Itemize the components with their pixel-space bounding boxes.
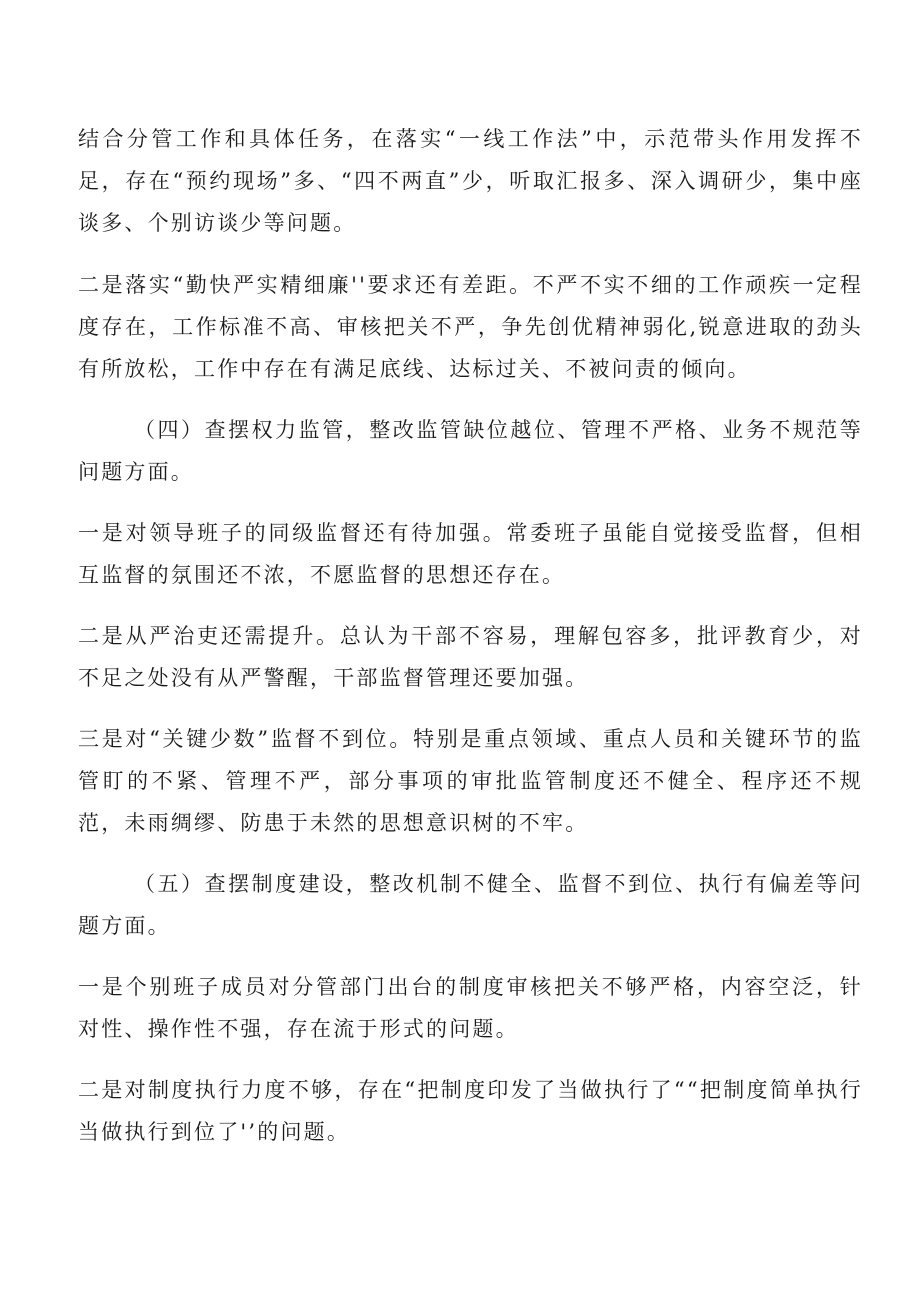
paragraph-item-1-supervision: 一是对领导班子的同级监督还有待加强。常委班子虽能自觉接受监督，但相互监督的氛围还不浓，不愿监督的思想还存在。: [78, 521, 863, 587]
paragraph-continuation: 结合分管工作和具体任务，在落实“一线工作法”中，示范带头作用发挥不足，存在“预约现场”多、“四不两直”少，听取汇报多、深入调研少，集中座谈多、个别访谈少等问题。: [78, 127, 863, 235]
paragraph-item-2-cadre-management: 二是从严治吏还需提升。总认为干部不容易，理解包容多，批评教育少，对不足之处没有从严警醒，干部监督管理还要加强。: [78, 624, 863, 690]
section-heading-5: （五）查摆制度建设，整改机制不健全、监督不到位、执行有偏差等问题方面。: [78, 872, 863, 938]
section-heading-4: （四）查摆权力监管，整改监管缺位越位、管理不严格、业务不规范等问题方面。: [78, 418, 863, 484]
paragraph-item-2-execution: 二是对制度执行力度不够，存在“把制度印发了当做执行了““把制度简单执行当做执行到位了'’的问题。: [78, 1078, 863, 1144]
paragraph-item-3-key-minority: 三是对“关键少数”监督不到位。特别是重点领域、重点人员和关键环节的监管盯的不紧、管理不严，部分事项的审批监管制度还不健全、程序还不规范，未雨绸缪、防患于未然的思想意识树的不牢。: [78, 727, 863, 835]
paragraph-item-2-standards: 二是落实“勤快严实精细廉''要求还有差距。不严不实不细的工作顽疾一定程度存在，工作标准不高、审核把关不严，争先创优精神弱化,锐意进取的劲头有所放松，工作中存在有满足底线、达标过关、不被问责的倾向。: [78, 273, 863, 381]
paragraph-item-1-system-review: 一是个别班子成员对分管部门出台的制度审核把关不够严格，内容空泛，针对性、操作性不强，存在流于形式的问题。: [78, 975, 863, 1041]
